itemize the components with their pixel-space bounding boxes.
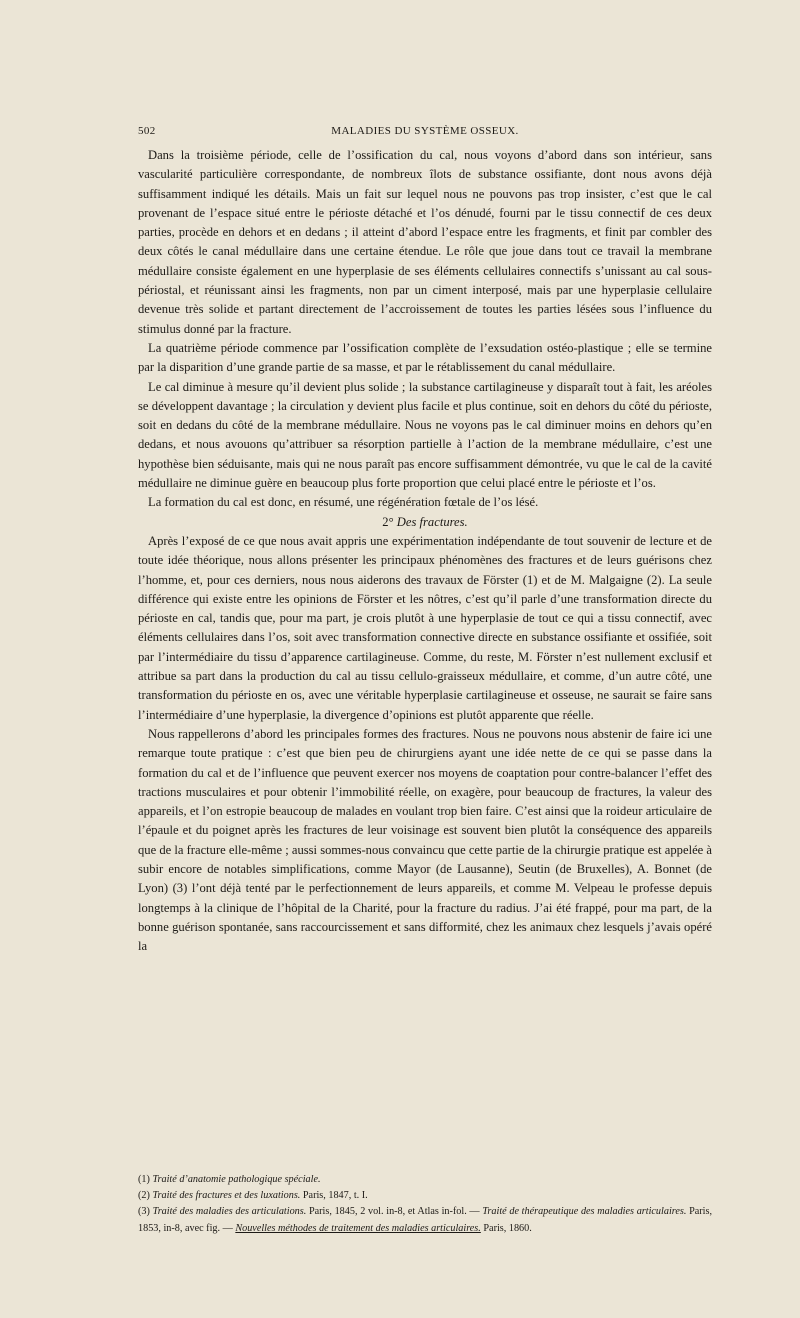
page-number: 502 — [138, 125, 156, 137]
section-title: Des fractures. — [396, 514, 468, 529]
footnote-title: Traité des fractures et des luxations. — [152, 1190, 301, 1202]
paragraph: La formation du cal est donc, en résumé, une régénération fœtale de l’os lésé. — [148, 495, 539, 510]
paragraph: Le cal diminue à mesure qu’il devient plus solide ; la substance cartilagineuse y disparaît tout à fait, les aréoles se développent davantage ; la circulation y devient plus facile et plus continue, soit en dehors du côté du périoste, soit en dedans du côté de la membrane médullaire. Nous ne voyons pas le cal diminuer moins en dehors qu’en dedans, et nous avouons qu’attribuer sa résorption partielle à l’action de la membrane médullaire, c’est une hypothèse bien séduisante, mais qui ne nous paraît pas encore suffisamment démontrée, vu que le cal de la cavité médullaire ne diminue guère en beaucoup plus forte proportion que celui placé entre le périoste et l’os. — [138, 379, 712, 491]
paragraph: La quatrième période commence par l’ossification complète de l’exsudation ostéo-plastique ; elle se termine par la disparition d’une grande partie de sa masse, et par le rétablissement du canal médullaire. — [138, 340, 712, 375]
footnote-mark: (3) — [138, 1206, 150, 1218]
page-header — [138, 125, 712, 141]
footnote-3 — [138, 1204, 712, 1236]
section-number: 2° — [382, 514, 394, 529]
footnote-title: Nouvelles méthodes de traitement des maladies articulaires. — [235, 1222, 481, 1234]
footnote-text: Paris, 1853, in-8, avec fig. — — [138, 1206, 713, 1234]
footnote-title: Traité des maladies des articulations. — [152, 1206, 307, 1218]
footnotes — [138, 1172, 712, 1237]
paragraph: Nous rappellerons d’abord les principales formes des fractures. Nous ne pouvons nous abstenir de faire ici une remarque toute pratique : c’est que bien peu de chirurgiens ayant une idée nette de ce qui se passe dans la formation du cal et de l’influence que peuvent exercer nos moyens de coaptation pour contre-balancer l’effet des tractions musculaires et pour obtenir l’immobilité réelle, on exagère, pour beaucoup de fractures, la valeur des appareils, et l’on estropie beaucoup de malades en voulant trop bien faire. C’est ainsi que la roideur articulaire de l’épaule et du poignet après les fractures de leur voisinage est souvent bien plutôt la conséquence des appareils que de la fracture elle-même ; aussi sommes-nous convaincu que cette partie de la chirurgie pratique est appelée à subir encore de notables simplifications, comme Mayor (de Lausanne), Seutin (de Bruxelles), A. Bonnet (de Lyon) (3) l’ont déjà tenté par le perfectionnement de leurs appareils, et comme M. Velpeau le professe depuis longtemps à la clinique de l’hôpital de la Charité, pour la fracture du radius. J’ai été frappé, pour ma part, de la bonne guérison spontanée, sans raccourcissement et sans difformité, chez les animaux chez lesquels j’avais opéré la — [138, 726, 712, 954]
footnote-text: Paris, 1847, t. I. — [300, 1190, 368, 1202]
footnote-2 — [138, 1188, 712, 1204]
paragraph: Après l’exposé de ce que nous avait appris une expérimentation indépendante de tout souvenir de lecture et de toute idée théorique, nous allons présenter les principaux phénomènes des fractures et de leurs guérisons chez l’homme, et, pour ces derniers, nous nous aiderons des travaux de Förster (1) et de M. Malgaigne (2). La seule différence qui existe entre les opinions de Förster et les nôtres, c’est qu’il parle d’une transformation directe du périoste en cal, tandis que, pour ma part, je crois plutôt à une hyperplasie de tout ce qui a tissu connectif, avec éléments cellulaires dans l’os, soit avec transformation connective directe en substance ossifiante et ossifiée, soit par l’intermédiaire du tissu d’apparence cartilagineuse. Comme, du reste, M. Förster n’est nullement exclusif et attribue sa part dans la production du cal au tissu cellulo-graisseux médullaire, et comme, d’un autre côté, une transformation du périoste en os, avec une véritable hyperplasie cartilagineuse et osseuse, ne saurait se faire sans l’intermédiaire d’une hyperplasie, la divergence d’opinions est plutôt apparente que réelle. — [138, 533, 712, 722]
main-text — [138, 146, 712, 956]
footnote-mark: (2) — [138, 1190, 150, 1202]
section-heading — [138, 513, 712, 532]
footnote-title: Traité d’anatomie pathologique spéciale. — [152, 1174, 321, 1185]
footnote-1 — [138, 1172, 712, 1188]
footnote-text: Paris, 1860. — [480, 1222, 532, 1234]
running-title: MALADIES DU SYSTÈME OSSEUX. — [331, 125, 519, 137]
footnote-text: Paris, 1845, 2 vol. in-8, et Atlas in-fol. — — [306, 1206, 483, 1218]
footnote-mark: (1) — [138, 1174, 150, 1185]
footnote-title: Traité de thérapeutique des maladies articulaires. — [482, 1206, 687, 1218]
paragraph: Dans la troisième période, celle de l’ossification du cal, nous voyons d’abord dans son intérieur, sans vascularité particulière correspondante, de nombreux îlots de substance ossifiante, dont nous avons déjà suffisamment indiqué les détails. Mais un fait sur lequel nous ne pouvons pas trop insister, c’est que le cal provenant de l’espace situé entre le périoste détaché et l’os dénudé, fourni par le tissu connectif de ces deux parties, procède en dehors et en dedans ; il atteint d’abord l’espace entre les fragments, et finit par combler des deux côtés le canal médullaire dans une certaine étendue. Le rôle que joue dans tout ce travail la membrane médullaire consiste également en une hyperplasie de ses éléments cellulaires connectifs s’unissant au cal sous-périostal, et réunissant ainsi les fragments, non par un ciment interposé, mais par une hyperplasie cellulaire devenue très solide et partant directement de l’accroissement de toutes les parties lésées sous l’influence du stimulus donné par la fracture. — [138, 148, 712, 336]
